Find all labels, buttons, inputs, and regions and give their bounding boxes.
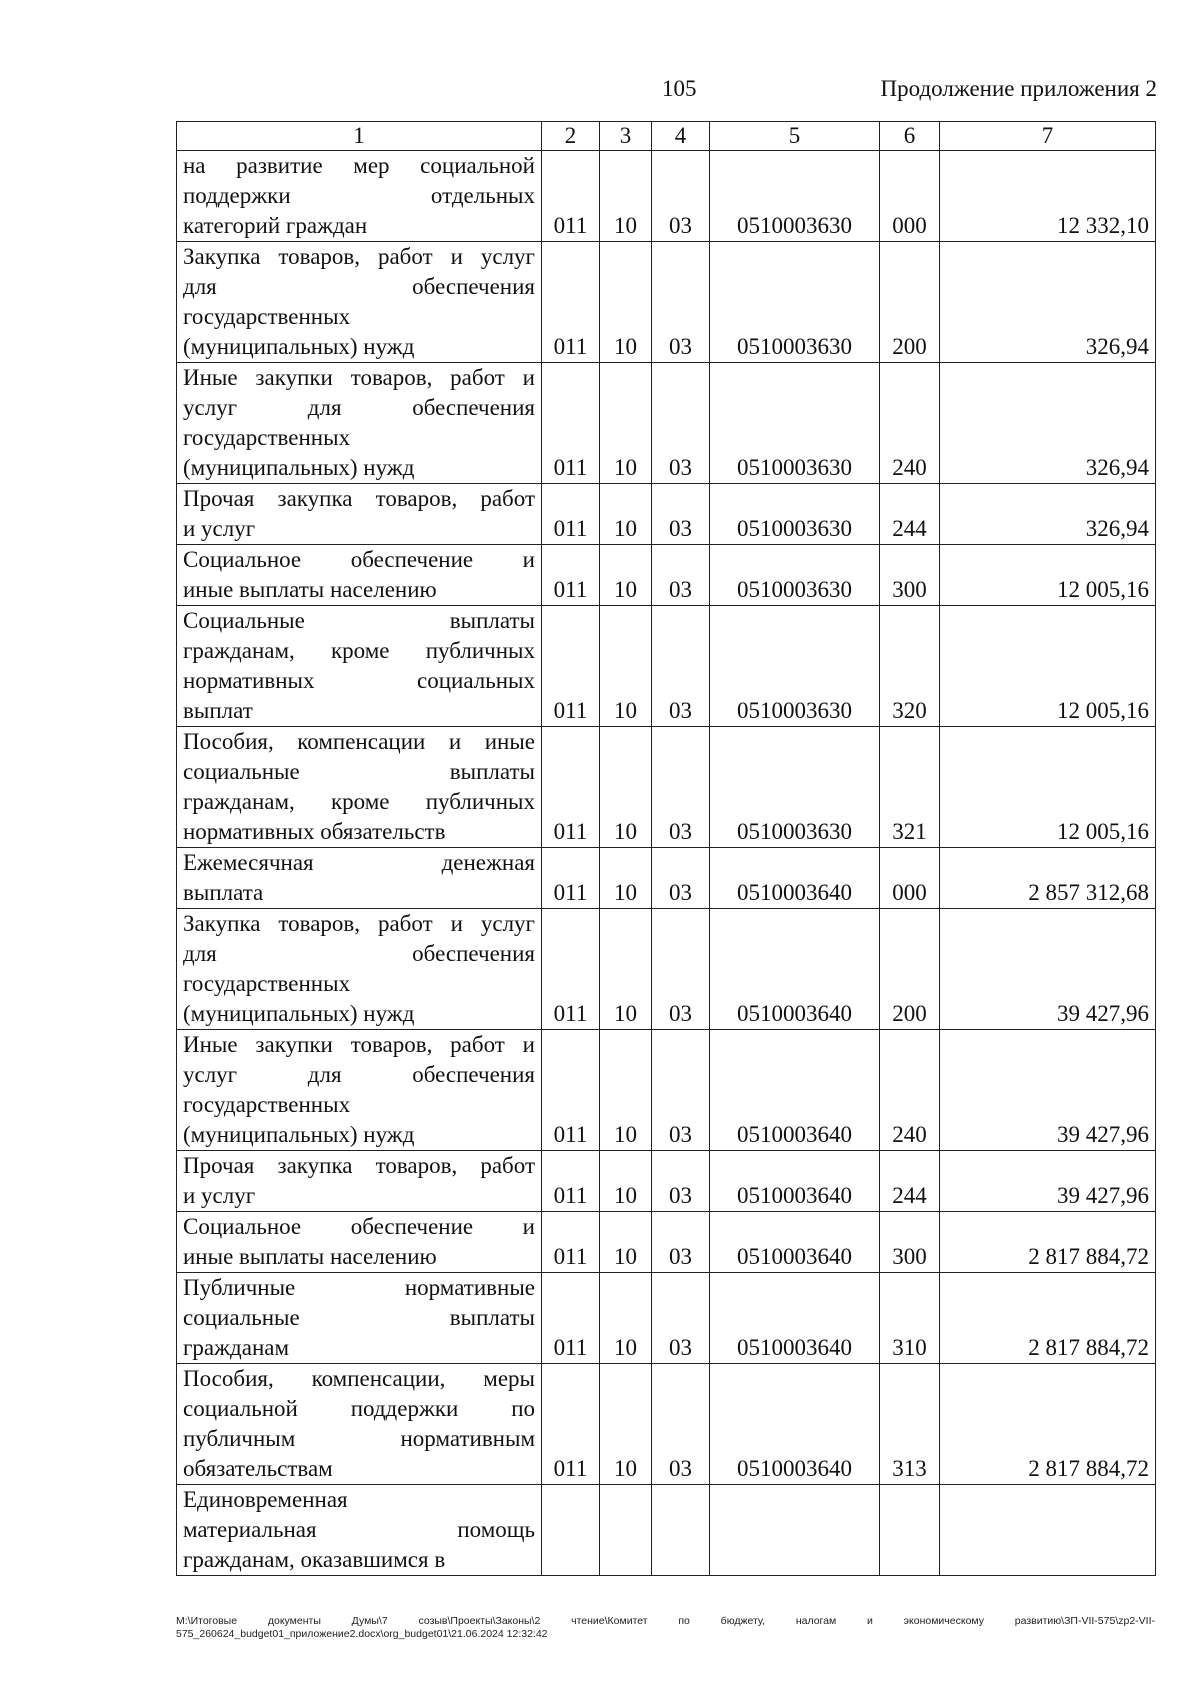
table-row — [177, 242, 1156, 363]
description-line: иные выплаты населению — [183, 577, 437, 602]
description-line: иные выплаты населению — [183, 1244, 437, 1269]
subsection-code — [652, 1485, 710, 1576]
target-article-code: 0510003640 — [710, 1151, 880, 1212]
amount: 39 427,96 — [940, 909, 1156, 1030]
ministry-code: 011 — [542, 909, 600, 1030]
amount: 326,94 — [940, 242, 1156, 363]
description-line: выплат — [183, 698, 253, 723]
description-line: нормативных социальных — [183, 668, 535, 693]
subsection-code: 03 — [652, 606, 710, 727]
row-description — [177, 1364, 542, 1485]
description-line: социальной поддержки по — [183, 1396, 535, 1421]
row-description — [177, 1485, 542, 1576]
amount: 12 005,16 — [940, 727, 1156, 848]
subsection-code: 03 — [652, 545, 710, 606]
row-description — [177, 1030, 542, 1151]
section-code: 10 — [600, 151, 652, 242]
description-line: Пособия, компенсации и иные — [183, 729, 535, 754]
table-row — [177, 1364, 1156, 1485]
row-description — [177, 242, 542, 363]
table-row — [177, 1212, 1156, 1273]
section-code: 10 — [600, 363, 652, 484]
target-article-code — [710, 1485, 880, 1576]
amount: 2 817 884,72 — [940, 1273, 1156, 1364]
expense-type-code: 244 — [880, 1151, 940, 1212]
ministry-code — [542, 1485, 600, 1576]
section-code: 10 — [600, 1273, 652, 1364]
section-code: 10 — [600, 1030, 652, 1151]
table-row — [177, 909, 1156, 1030]
row-description — [177, 545, 542, 606]
column-header-2: 2 — [542, 122, 600, 151]
table-row — [177, 1030, 1156, 1151]
description-line: социальные выплаты — [183, 759, 535, 784]
description-line: Ежемесячная денежная — [183, 850, 535, 875]
table-row — [177, 1151, 1156, 1212]
description-line: Публичные нормативные — [183, 1275, 535, 1300]
target-article-code: 0510003630 — [710, 484, 880, 545]
description-line: категорий граждан — [183, 213, 368, 238]
amount: 12 332,10 — [940, 151, 1156, 242]
description-line: Прочая закупка товаров, работ — [183, 1153, 535, 1178]
description-line: материальная помощь — [183, 1517, 535, 1542]
amount: 39 427,96 — [940, 1151, 1156, 1212]
subsection-code: 03 — [652, 1364, 710, 1485]
row-description — [177, 606, 542, 727]
section-code: 10 — [600, 1151, 652, 1212]
row-description — [177, 1273, 542, 1364]
expense-type-code: 000 — [880, 151, 940, 242]
row-description — [177, 484, 542, 545]
description-line: для обеспечения — [183, 941, 535, 966]
ministry-code: 011 — [542, 1030, 600, 1151]
description-line: Пособия, компенсации, меры — [183, 1366, 535, 1391]
target-article-code: 0510003630 — [710, 151, 880, 242]
expense-type-code: 240 — [880, 1030, 940, 1151]
section-code: 10 — [600, 545, 652, 606]
subsection-code: 03 — [652, 363, 710, 484]
description-line: гражданам, кроме публичных — [183, 789, 535, 814]
appendix-continuation-caption: Продолжение приложения 2 — [880, 76, 1157, 101]
description-line: (муниципальных) нужд — [183, 455, 415, 480]
row-description — [177, 909, 542, 1030]
subsection-code: 03 — [652, 1273, 710, 1364]
description-line: обязательствам — [183, 1456, 333, 1481]
table-row — [177, 545, 1156, 606]
description-line: (муниципальных) нужд — [183, 1001, 415, 1026]
description-line: поддержки отдельных — [183, 183, 535, 208]
description-line: гражданам, кроме публичных — [183, 638, 535, 663]
expense-type-code: 313 — [880, 1364, 940, 1485]
section-code — [600, 1485, 652, 1576]
row-description — [177, 151, 542, 242]
table-row — [177, 484, 1156, 545]
column-header-1: 1 — [177, 122, 542, 151]
amount: 326,94 — [940, 484, 1156, 545]
ministry-code: 011 — [542, 848, 600, 909]
table-row — [177, 727, 1156, 848]
section-code: 10 — [600, 606, 652, 727]
amount: 12 005,16 — [940, 606, 1156, 727]
subsection-code: 03 — [652, 1212, 710, 1273]
amount: 2 817 884,72 — [940, 1212, 1156, 1273]
row-description — [177, 727, 542, 848]
description-line: гражданам, оказавшимся в — [183, 1547, 446, 1572]
amount: 12 005,16 — [940, 545, 1156, 606]
description-line: публичным нормативным — [183, 1426, 535, 1451]
description-line: нормативных обязательств — [183, 819, 446, 844]
table-row — [177, 1273, 1156, 1364]
amount: 326,94 — [940, 363, 1156, 484]
description-line: социальные выплаты — [183, 1305, 535, 1330]
subsection-code: 03 — [652, 484, 710, 545]
expense-type-code: 200 — [880, 242, 940, 363]
subsection-code: 03 — [652, 727, 710, 848]
row-description — [177, 1151, 542, 1212]
ministry-code: 011 — [542, 545, 600, 606]
amount: 2 817 884,72 — [940, 1364, 1156, 1485]
description-line: государственных — [183, 304, 351, 329]
target-article-code: 0510003630 — [710, 606, 880, 727]
document-path-footer: M:\Итоговые документы Думы\7 созыв\Проекты\Законы\2 чтение\Комитет по бюджету, налогам и экономическому развитию\ЗП-VII-575\zp2-VII-575_260624_budget01_приложение2.docx\org_budget01\21.06.2024 12:32:42 — [176, 1615, 1155, 1640]
description-line: выплата — [183, 880, 264, 905]
amount: 2 857 312,68 — [940, 848, 1156, 909]
row-description — [177, 1212, 542, 1273]
expense-type-code: 310 — [880, 1273, 940, 1364]
ministry-code: 011 — [542, 1364, 600, 1485]
target-article-code: 0510003640 — [710, 1030, 880, 1151]
description-line: (муниципальных) нужд — [183, 1122, 415, 1147]
column-number-row — [177, 122, 1156, 151]
amount: 39 427,96 — [940, 1030, 1156, 1151]
expense-type-code: 321 — [880, 727, 940, 848]
ministry-code: 011 — [542, 727, 600, 848]
expense-type-code: 200 — [880, 909, 940, 1030]
description-line: услуг для обеспечения — [183, 395, 535, 420]
table-row — [177, 848, 1156, 909]
description-line: государственных — [183, 1092, 351, 1117]
table-row — [177, 363, 1156, 484]
row-description — [177, 848, 542, 909]
description-line: гражданам — [183, 1335, 290, 1360]
section-code: 10 — [600, 909, 652, 1030]
description-line: Социальное обеспечение и — [183, 547, 535, 572]
section-code: 10 — [600, 1212, 652, 1273]
budget-table — [176, 121, 1156, 1576]
budget-table-body — [177, 122, 1156, 1576]
description-line: Прочая закупка товаров, работ — [183, 486, 535, 511]
target-article-code: 0510003640 — [710, 848, 880, 909]
ministry-code: 011 — [542, 1151, 600, 1212]
subsection-code: 03 — [652, 1030, 710, 1151]
subsection-code: 03 — [652, 848, 710, 909]
ministry-code: 011 — [542, 484, 600, 545]
subsection-code: 03 — [652, 909, 710, 1030]
column-header-4: 4 — [652, 122, 710, 151]
description-line: на развитие мер социальной — [183, 153, 535, 178]
column-header-3: 3 — [600, 122, 652, 151]
target-article-code: 0510003640 — [710, 1212, 880, 1273]
ministry-code: 011 — [542, 151, 600, 242]
target-article-code: 0510003630 — [710, 363, 880, 484]
description-line: Иные закупки товаров, работ и — [183, 1032, 535, 1057]
description-line: Иные закупки товаров, работ и — [183, 365, 535, 390]
expense-type-code — [880, 1485, 940, 1576]
expense-type-code: 300 — [880, 1212, 940, 1273]
target-article-code: 0510003630 — [710, 242, 880, 363]
description-line: для обеспечения — [183, 274, 535, 299]
column-header-6: 6 — [880, 122, 940, 151]
expense-type-code: 000 — [880, 848, 940, 909]
section-code: 10 — [600, 1364, 652, 1485]
description-line: услуг для обеспечения — [183, 1062, 535, 1087]
description-line: Социальное обеспечение и — [183, 1214, 535, 1239]
row-description — [177, 363, 542, 484]
amount — [940, 1485, 1156, 1576]
section-code: 10 — [600, 848, 652, 909]
page-number: 105 — [662, 76, 697, 101]
description-line: и услуг — [183, 516, 256, 541]
description-line: Закупка товаров, работ и услуг — [183, 244, 535, 269]
ministry-code: 011 — [542, 606, 600, 727]
ministry-code: 011 — [542, 242, 600, 363]
ministry-code: 011 — [542, 363, 600, 484]
target-article-code: 0510003640 — [710, 1364, 880, 1485]
target-article-code: 0510003630 — [710, 727, 880, 848]
section-code: 10 — [600, 242, 652, 363]
subsection-code: 03 — [652, 1151, 710, 1212]
section-code: 10 — [600, 727, 652, 848]
column-header-5: 5 — [710, 122, 880, 151]
description-line: государственных — [183, 971, 351, 996]
description-line: (муниципальных) нужд — [183, 334, 415, 359]
target-article-code: 0510003640 — [710, 1273, 880, 1364]
ministry-code: 011 — [542, 1273, 600, 1364]
table-row — [177, 606, 1156, 727]
description-line: Единовременная — [183, 1487, 348, 1512]
table-row — [177, 1485, 1156, 1576]
subsection-code: 03 — [652, 151, 710, 242]
expense-type-code: 240 — [880, 363, 940, 484]
expense-type-code: 320 — [880, 606, 940, 727]
expense-type-code: 244 — [880, 484, 940, 545]
target-article-code: 0510003640 — [710, 909, 880, 1030]
description-line: Закупка товаров, работ и услуг — [183, 911, 535, 936]
section-code: 10 — [600, 484, 652, 545]
description-line: государственных — [183, 425, 351, 450]
target-article-code: 0510003630 — [710, 545, 880, 606]
expense-type-code: 300 — [880, 545, 940, 606]
subsection-code: 03 — [652, 242, 710, 363]
ministry-code: 011 — [542, 1212, 600, 1273]
column-header-7: 7 — [940, 122, 1156, 151]
description-line: и услуг — [183, 1183, 256, 1208]
table-row — [177, 151, 1156, 242]
description-line: Социальные выплаты — [183, 608, 535, 633]
